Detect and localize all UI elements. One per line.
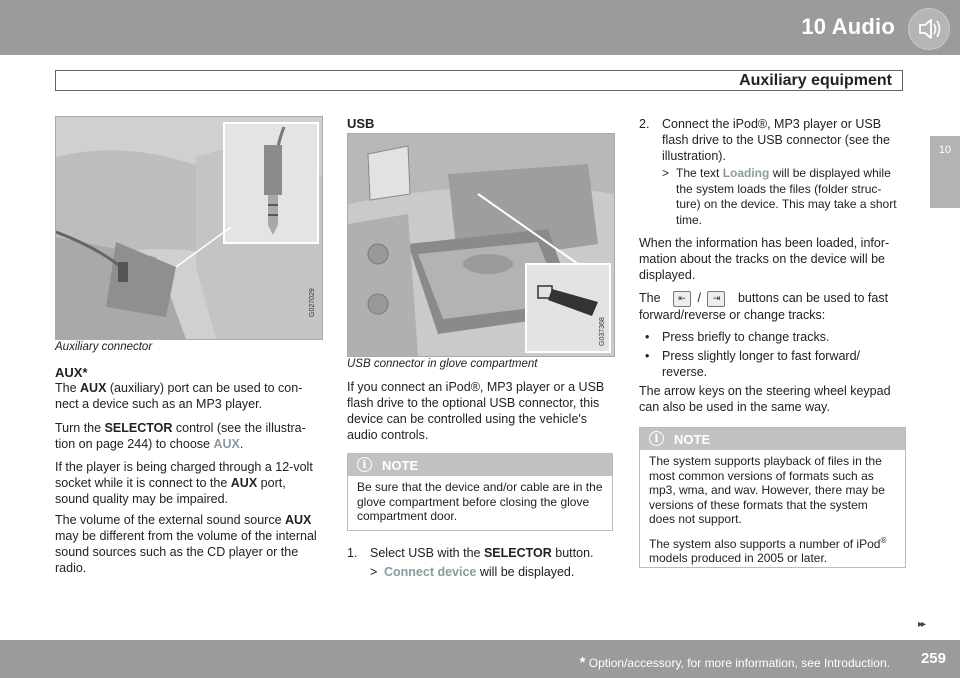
aux-paragraph-2: Turn the SELECTOR control (see the illustra-tion on page 244) to choose AUX. xyxy=(55,421,306,451)
usb-heading: USB xyxy=(347,116,375,131)
note-title: NOTE xyxy=(674,432,711,447)
bullet-1: • Press briefly to change tracks. xyxy=(645,330,830,344)
section-title: Auxiliary equipment xyxy=(739,72,892,89)
forward-button-icon: ⇥ xyxy=(707,291,725,307)
col3-paragraph-2: The ⇤ / ⇥ buttons can be used to fast forward/reverse or change tracks: xyxy=(639,291,889,322)
aux-paragraph-1: The AUX (auxiliary) port can be used to con-nect a device such as an MP3 player. xyxy=(55,381,303,411)
note-text: Be sure that the device and/or cable are in the glove compartment before closing the glove compartment door. xyxy=(357,480,603,523)
info-icon: i xyxy=(649,431,664,446)
usb-paragraph-1: If you connect an iPod®, MP3 player or a USB flash drive to the optional USB connector, this device can be controlled using the vehicle's audio controls. xyxy=(347,380,605,442)
image-code: G027029 xyxy=(309,288,316,317)
step-2-result: > The text Loading will be displayed while the system loads the files (folder struc-ture) on the device. This may take a short time. xyxy=(662,166,897,227)
note-header xyxy=(348,454,612,476)
section-bar xyxy=(55,70,903,91)
step-1: 1. Select USB with the SELECTOR button. xyxy=(347,546,594,560)
info-icon: i xyxy=(357,457,372,472)
page-footer xyxy=(0,640,960,678)
aux-heading: AUX* xyxy=(55,365,88,380)
chapter-tab-label: 10 xyxy=(938,144,952,156)
aux-paragraph-4: The volume of the external sound source AUX may be different from the volume of the internal sound sources such as the CD player or the radio. xyxy=(55,513,317,575)
bullet-2: • Press slightly longer to fast forward/ reverse. xyxy=(645,349,860,379)
step-2: 2. Connect the iPod®, MP3 player or USB flash drive to the USB connector (see the illustration). xyxy=(639,117,890,163)
col3-paragraph-1: When the information has been loaded, infor-mation about the tracks on the device will be displayed. xyxy=(639,236,890,282)
usb-glovebox-image xyxy=(347,133,615,357)
figure-caption: USB connector in glove compartment xyxy=(347,358,538,370)
note-title: NOTE xyxy=(382,458,419,473)
rewind-button-icon: ⇤ xyxy=(673,291,691,307)
aux-connector-image xyxy=(55,116,323,340)
note-header xyxy=(640,428,905,450)
col3-paragraph-3: The arrow keys on the steering wheel keypad can also be used in the same way. xyxy=(639,384,891,414)
page-header xyxy=(0,0,960,55)
chapter-tab xyxy=(930,136,960,208)
next-page-arrows-icon: ▸▸ xyxy=(918,619,925,630)
page-number: 259 xyxy=(920,650,946,667)
footnote: * Option/accessory, for more information, see Introduction. xyxy=(579,654,890,671)
step-1-result: > Connect device will be displayed. xyxy=(370,565,575,579)
note-box xyxy=(639,427,906,568)
speaker-icon xyxy=(908,8,950,50)
image-code: G037368 xyxy=(599,317,606,346)
note-box xyxy=(347,453,613,531)
aux-paragraph-3: If the player is being charged through a 12-volt socket while it is connect to the AUX port, sound quality may be impaired. xyxy=(55,460,313,506)
chapter-title: 10 Audio xyxy=(801,14,895,39)
note-text: The system supports playback of files in the most common versions of formats such as mp3, wma, and wav. However, there may be versions of these formats that the system does not support. The system also supports a number of iPod® models produced in 2005 or later. xyxy=(649,454,887,565)
figure-caption: Auxiliary connector xyxy=(55,341,153,353)
